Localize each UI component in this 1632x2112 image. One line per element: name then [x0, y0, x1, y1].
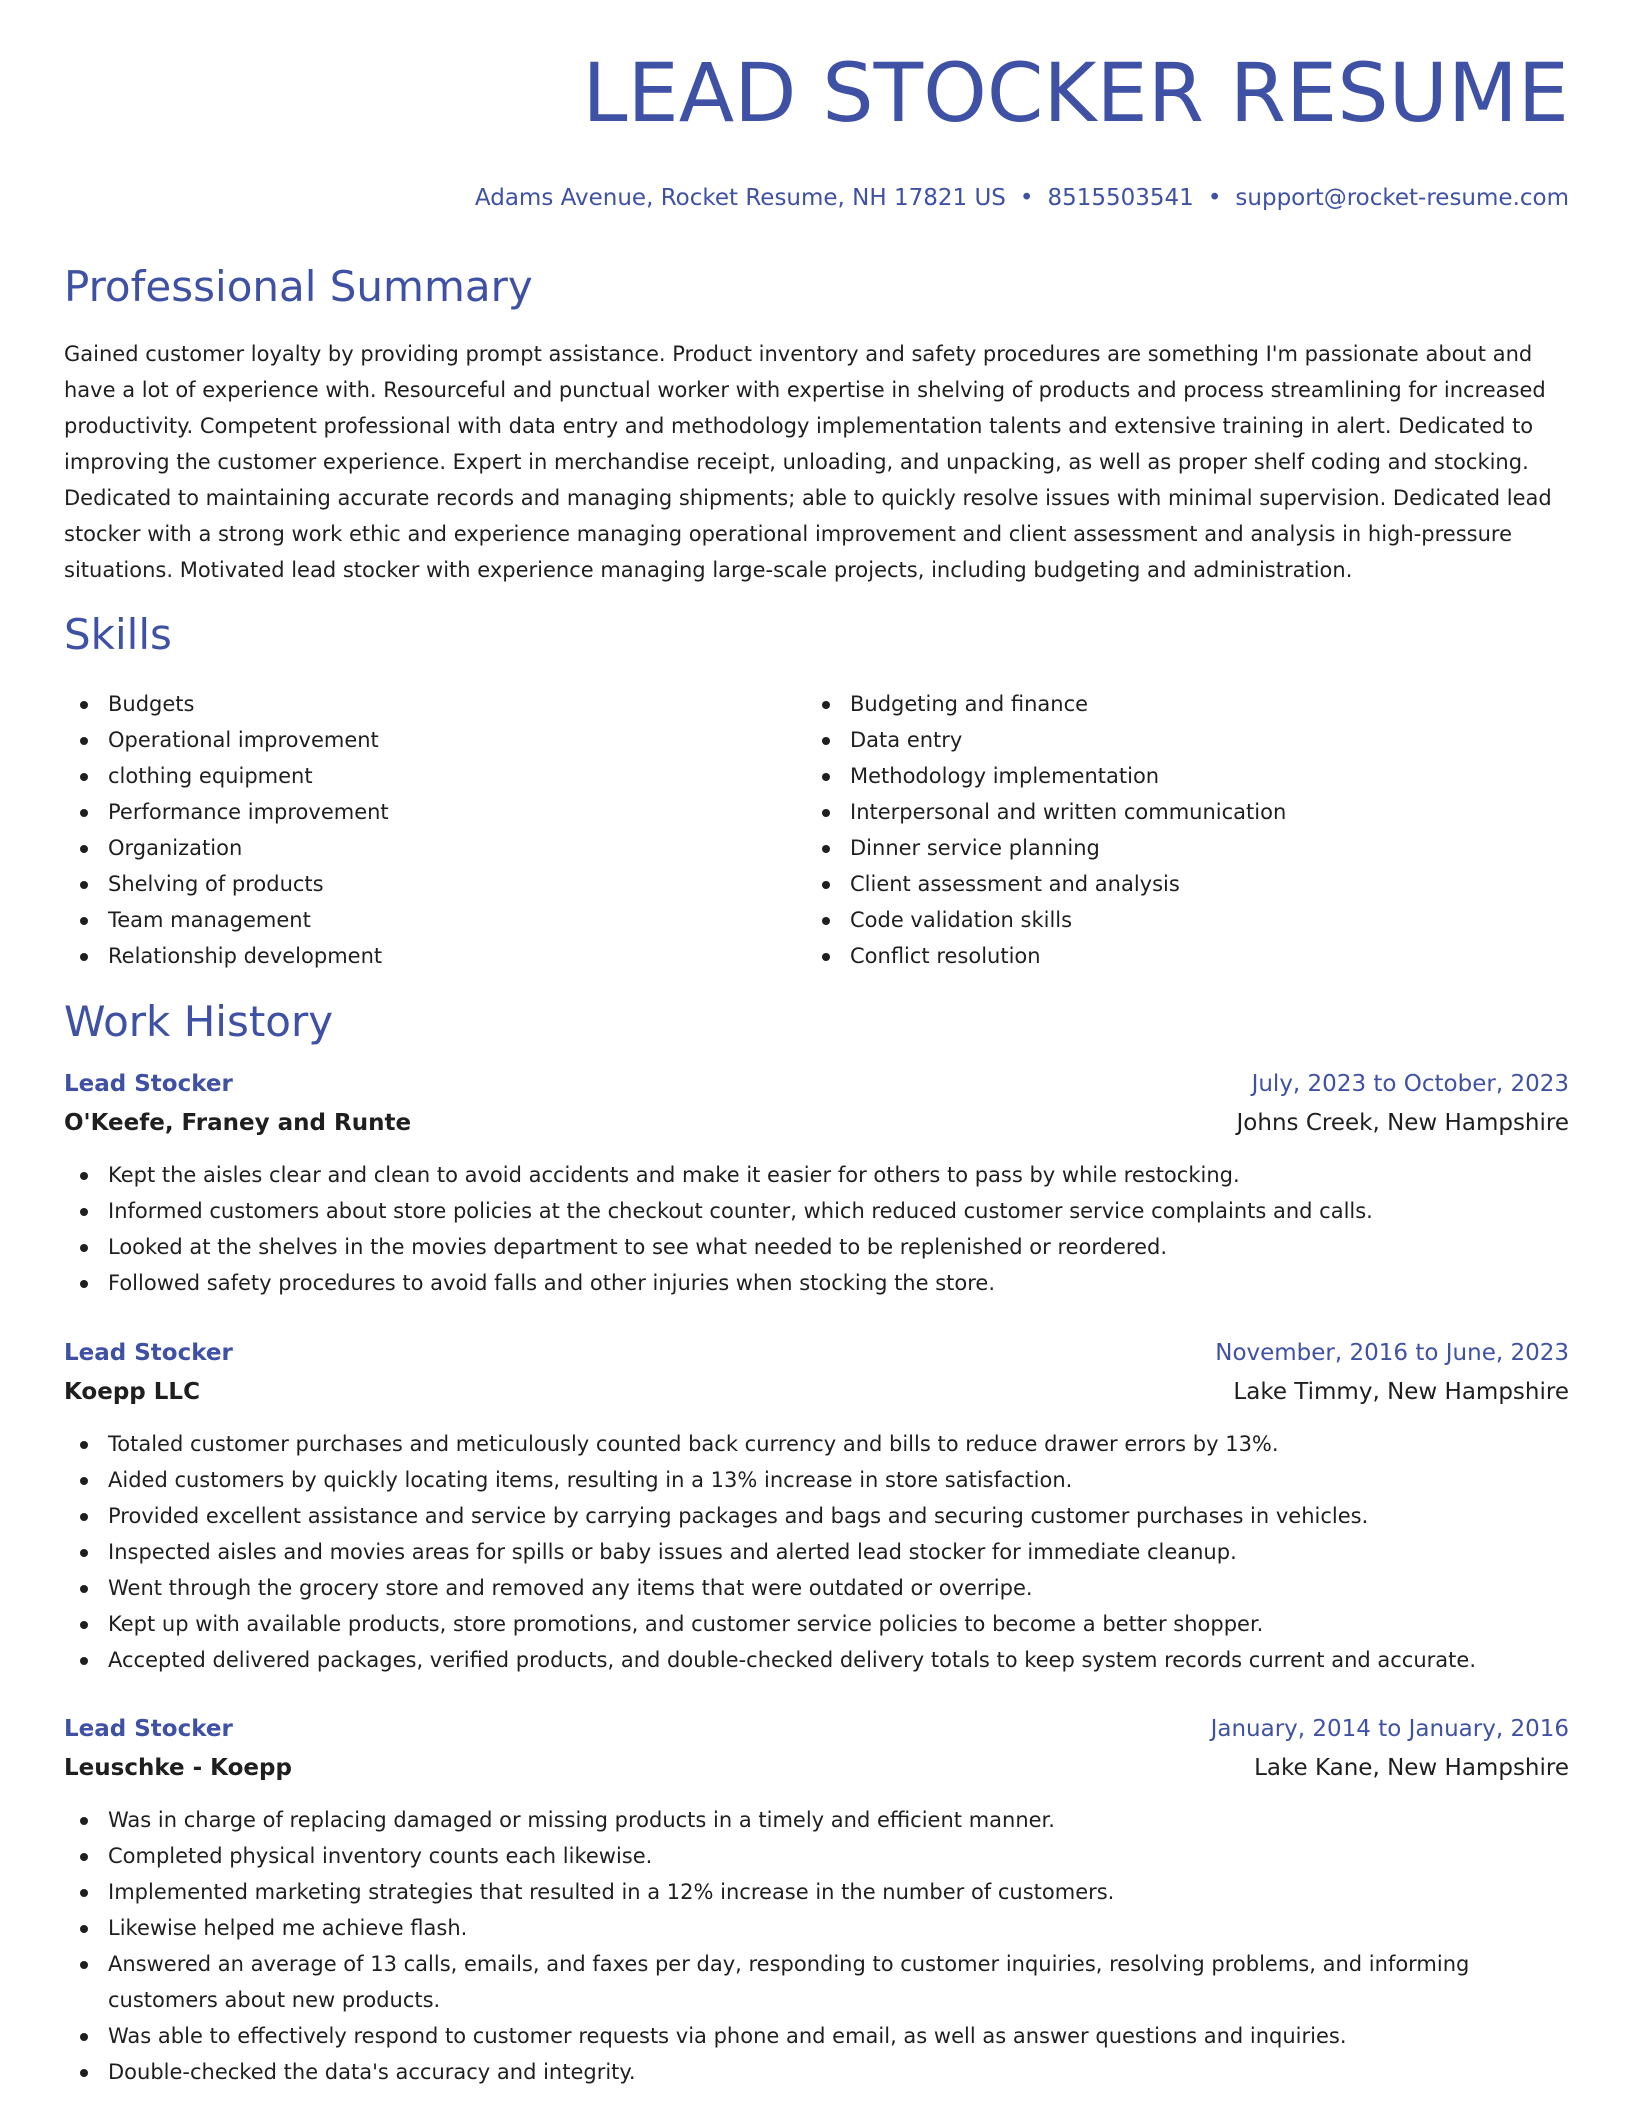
skill-item: Interpersonal and written communication: [806, 794, 1506, 830]
skills-heading: Skills: [64, 610, 172, 659]
job-bullet: Totaled customer purchases and meticulously counted back currency and bills to reduce drawer errors by 13%.: [64, 1426, 1569, 1462]
contact-line: [475, 183, 1569, 213]
work-history-heading: Work History: [64, 997, 334, 1046]
skill-item: Budgeting and finance: [806, 686, 1506, 722]
job-dates: November, 2016 to June, 2023: [1215, 1340, 1569, 1366]
job-bullet: Was in charge of replacing damaged or missing products in a timely and efficient manner.: [64, 1802, 1569, 1838]
job-bullet: Completed physical inventory counts each likewise.: [64, 1838, 1569, 1874]
skill-item: Performance improvement: [64, 794, 764, 830]
separator-dot: •: [1207, 185, 1222, 211]
job-bullet: Inspected aisles and movies areas for spills or baby issues and alerted lead stocker for immediate cleanup.: [64, 1534, 1569, 1570]
job-company: Koepp LLC: [64, 1379, 200, 1405]
skill-item: Code validation skills: [806, 902, 1506, 938]
skill-item: Conflict resolution: [806, 938, 1506, 974]
job-company: O'Keefe, Franey and Runte: [64, 1110, 412, 1136]
job-bullet: Accepted delivered packages, verified products, and double-checked delivery totals to keep system records current and accurate.: [64, 1642, 1569, 1678]
job-location: Johns Creek, New Hampshire: [1236, 1110, 1569, 1136]
email[interactable]: support@rocket-resume.com: [1235, 185, 1569, 211]
skill-item: Dinner service planning: [806, 830, 1506, 866]
job-bullet-list: [64, 1157, 1569, 1301]
job-bullet: Provided excellent assistance and service by carrying packages and bags and securing customer purchases in vehicles.: [64, 1498, 1569, 1534]
resume-title: LEAD STOCKER RESUME: [582, 47, 1569, 141]
job-bullet-list: [64, 1426, 1569, 1678]
job-title: Lead Stocker: [64, 1071, 233, 1097]
job-bullet: Went through the grocery store and removed any items that were outdated or overripe.: [64, 1570, 1569, 1606]
job-bullet: Aided customers by quickly locating items, resulting in a 13% increase in store satisfaction.: [64, 1462, 1569, 1498]
skill-item: Relationship development: [64, 938, 764, 974]
job-location: Lake Timmy, New Hampshire: [1233, 1379, 1569, 1405]
skills-list-left: [64, 686, 764, 974]
job-bullet: Kept the aisles clear and clean to avoid accidents and make it easier for others to pass by while restocking.: [64, 1157, 1569, 1193]
skill-item: Operational improvement: [64, 722, 764, 758]
summary-text: Gained customer loyalty by providing prompt assistance. Product inventory and safety procedures are something I'm passionate about and have a lot of experience with. Resourceful and punctual worker with expertise in shelving of products and process streamlining for increased productivity. Competent professional with data entry and methodology implementation talents and extensive training in alert. Dedicated to improving the customer experience. Expert in merchandise receipt, unloading, and unpacking, as well as proper shelf coding and stocking. Dedicated to maintaining accurate records and managing shipments; able to quickly resolve issues with minimal supervision. Dedicated lead stocker with a strong work ethic and experience managing operational improvement and client assessment and analysis in high-pressure situations. Motivated lead stocker with experience managing large-scale projects, including budgeting and administration.: [64, 342, 1552, 582]
job-bullet: Was able to effectively respond to customer requests via phone and email, as well as answer questions and inquiries.: [64, 2018, 1569, 2054]
skill-item: Team management: [64, 902, 764, 938]
job-bullet: Looked at the shelves in the movies department to see what needed to be replenished or reordered.: [64, 1229, 1569, 1265]
job-bullet: Followed safety procedures to avoid falls and other injuries when stocking the store.: [64, 1265, 1569, 1301]
skill-item: Client assessment and analysis: [806, 866, 1506, 902]
skill-item: Shelving of products: [64, 866, 764, 902]
job-bullet: Answered an average of 13 calls, emails, and faxes per day, responding to customer inquiries, resolving problems, and informing customers about new products.: [64, 1946, 1569, 2018]
job-bullet: Informed customers about store policies at the checkout counter, which reduced customer service complaints and calls.: [64, 1193, 1569, 1229]
job-location: Lake Kane, New Hampshire: [1254, 1755, 1569, 1781]
phone[interactable]: 8515503541: [1047, 185, 1194, 211]
job-bullet: Implemented marketing strategies that resulted in a 12% increase in the number of customers.: [64, 1874, 1569, 1910]
skills-list-right: [806, 686, 1506, 974]
job-title: Lead Stocker: [64, 1716, 233, 1742]
separator-dot: •: [1019, 185, 1034, 211]
job-title: Lead Stocker: [64, 1340, 233, 1366]
skill-item: Data entry: [806, 722, 1506, 758]
job-bullet: Double-checked the data's accuracy and integrity.: [64, 2054, 1569, 2090]
address: Adams Avenue, Rocket Resume, NH 17821 US: [474, 185, 1006, 211]
skill-item: Methodology implementation: [806, 758, 1506, 794]
job-company: Leuschke - Koepp: [64, 1755, 292, 1781]
skill-item: Budgets: [64, 686, 764, 722]
skill-item: Organization: [64, 830, 764, 866]
job-bullet: Kept up with available products, store promotions, and customer service policies to become a better shopper.: [64, 1606, 1569, 1642]
skill-item: clothing equipment: [64, 758, 764, 794]
summary-heading: Professional Summary: [64, 262, 533, 311]
job-dates: January, 2014 to January, 2016: [1210, 1716, 1569, 1742]
job-dates: July, 2023 to October, 2023: [1251, 1071, 1569, 1097]
job-bullet: Likewise helped me achieve flash.: [64, 1910, 1569, 1946]
job-bullet-list: [64, 1802, 1569, 2090]
